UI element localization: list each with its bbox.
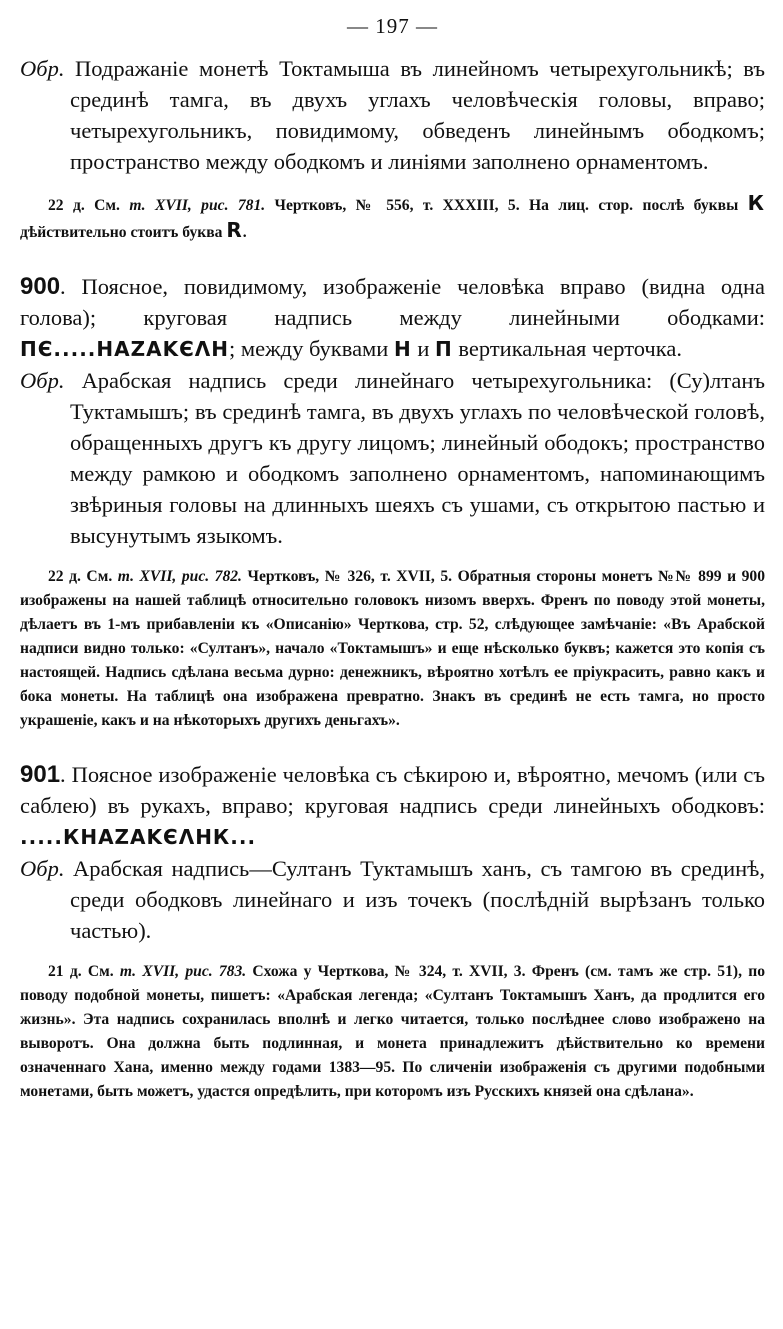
top-letter-r: R [226,218,243,242]
top-obr-label: Обр. [20,56,65,81]
top-note-ref: т. XVII, рис. 781. [129,197,266,214]
coin-900-note-b: Чертковъ, № 326, т. XVII, 5. Обратныя стороны монетъ №№ 899 и 900 изображены на нашей таблицѣ относительно головокъ низомъ вверхъ. Френъ по поводу этой монеты, дѣлаетъ въ 1-мъ прибавленіи къ «Описанію» Черткова, стр. 52, слѣдующее замѣчаніе: «Въ Арабской надписи видно только: «Султанъ», начало «Токтамышъ» и еще нѣсколько буквъ; кажется это копія съ настоящей. Надпись сдѣлана весьма дурно: денежникъ, вѣроятно хотѣлъ ее пріукрасить, равно какъ и бока монеты. На таблицѣ она изображена превратно. Знакъ въ срединѣ не есть тамга, но просто украшеніе, какъ и на нѣкоторыхъ другихъ деньгахъ». [20,568,765,729]
top-note-a: 22 д. См. [48,197,130,214]
coin-900-obverse [20,365,765,551]
top-obr-text: Подражаніе монетѣ Токтамыша въ линейномъ четырехугольникѣ; въ срединѣ тамга, въ двухъ углахъ человѣческія головы, вправо; четырехугольникъ, повидимому, обведенъ линейнымъ ободкомъ; пространство между ободкомъ и линіями заполнено орнаментомъ. [64,56,765,174]
coin-900-text-b: ; между буквами [229,336,394,361]
coin-900-letter-n: Н [393,337,412,361]
top-obverse-paragraph [20,53,765,177]
coin-900-description [20,271,765,365]
page-number: — 197 — [347,14,438,38]
coin-900-note-a: 22 д. См. [48,568,118,585]
coin-901-note-ref: т. XVII, рис. 783. [119,963,247,980]
top-note-c: дѣйствительно стоитъ буква [20,224,227,241]
top-letter-k: К [747,191,765,215]
coin-901-text-a: . Поясное изображеніе человѣка съ сѣкирою и, вѣроятно, мечомъ (или съ саблею) въ рукахъ, вправо; круговая надпись среди линейныхъ ободковъ: [20,762,765,818]
coin-900-text-d: вертикальная черточка. [452,336,682,361]
coin-901-note-a: 21 д. См. [48,963,120,980]
coin-900-text-c: и [411,336,436,361]
coin-900-letter-p: П [435,337,453,361]
coin-900-obr-text: Арабская надпись среди линейнаго четырехугольника: (Су)лтанъ Туктамышъ; въ срединѣ тамга, въ двухъ углахъ по человѣческой головѣ, обращенныхъ другъ къ другу лицомъ; линейный ободокъ; пространство между рамкою и ободкомъ заполнено орнаментомъ, напоминающимъ звѣриныя головы на длинныхъ шеяхъ съ ушами, съ открытою пастью и высунутымъ языкомъ. [64,368,765,548]
coin-901-note-b: Схожа у Черткова, № 324, т. XVII, 3. Френъ (см. тамъ же стр. 51), по поводу подобной монеты, пишетъ: «Арабская легенда; «Султанъ Токтамышъ Ханъ, да продлится его жизнь». Эта надпись сохранилась вполнѣ и легко читается, только послѣднее слово изображено на выворотъ. Она должна быть подлинная, и монета принадлежитъ дѣйствительно ко времени означеннаго Хана, именно между годами 1383—95. По сличеніи изображенія съ другими подобными монетами, быть можетъ, удастся опредѣлить, при которомъ изъ Русскихъ князей она сдѣлана». [20,963,765,1100]
coin-901-obverse [20,853,765,946]
coin-901-number: 901 [20,761,61,788]
top-footnote [20,191,765,245]
top-note-d: . [242,224,247,241]
coin-900-footnote [20,565,765,733]
coin-901-obr-label: Обр. [20,856,65,881]
coin-901-obr-text: Арабская надпись—Султанъ Туктамышъ ханъ, съ тамгою въ срединѣ, среди ободковъ линейнаго и изъ точекъ (послѣдній вырѣзанъ только частью). [64,856,765,943]
coin-900-number: 900 [20,273,61,300]
coin-900-legend: ПЄ.....НАΖΑΚЄΛН [20,337,229,361]
coin-900-note-ref: т. XVII, рис. 782. [117,568,242,585]
top-note-b: Чертковъ, № 556, т. XXXIII, 5. На лиц. стор. послѣ буквы [265,197,748,214]
coin-900-obr-label: Обр. [20,368,65,393]
coin-901-footnote [20,960,765,1104]
coin-900-text-a: . Поясное, повидимому, изображеніе человѣка вправо (видна одна голова); круговая надпись между линейными ободками: [20,274,765,330]
coin-901-legend: .....КНАΖΑΚЄΛНК... [20,825,257,849]
coin-901-description [20,759,765,853]
